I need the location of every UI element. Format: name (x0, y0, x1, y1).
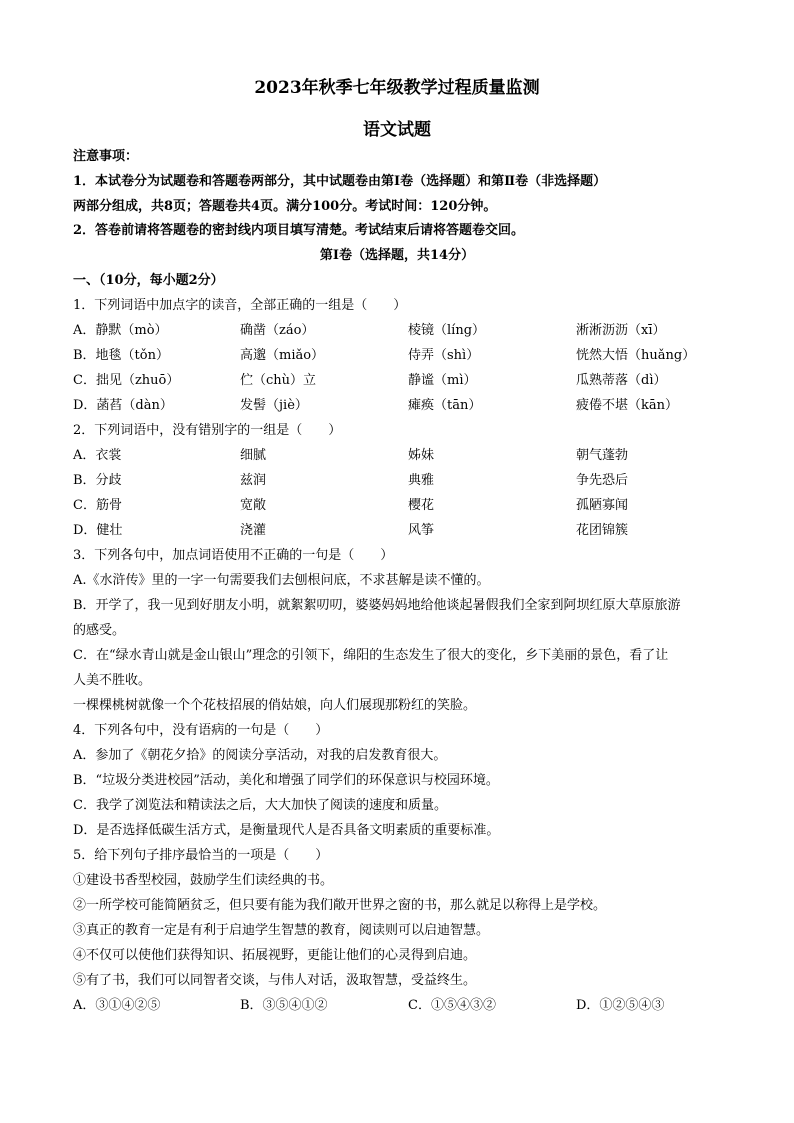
q4-stem: 4．下列各句中，没有语病的一句是（ ） (73, 723, 329, 738)
q1-option: 伫（chù）立 (240, 373, 317, 388)
q3-option-b-cont: 的感受。 (73, 623, 126, 638)
q1-option: 淅淅沥沥（xī） (576, 323, 666, 338)
q5-stem: 5．给下列句子排序最恰当的一项是（ ） (73, 848, 329, 863)
q4-option-d: D．是否选择低碳生活方式，是衡量现代人是否具备文明素质的重要标准。 (73, 823, 500, 838)
exam-title: 2023年秋季七年级教学过程质量监测 (254, 78, 540, 98)
q2-option: 兹润 (240, 473, 267, 488)
q5-option: C．①⑤④③② (408, 998, 496, 1013)
q2-option: 孤陋寡闻 (576, 498, 629, 513)
q2-option: 争先恐后 (576, 473, 629, 488)
q4-option-b: B．“垃圾分类进校园”活动，美化和增强了同学们的环保意识与校园环境。 (73, 773, 499, 788)
exam-subtitle: 语文试题 (363, 120, 431, 140)
q1-option: 棱镜（líng） (408, 323, 486, 338)
q2-option: 细腻 (240, 448, 267, 463)
q5-sentence-1: ①建设书香型校园，鼓励学生们读经典的书。 (73, 873, 334, 888)
q1-option: 静谧（mì） (408, 373, 477, 388)
q4-option-a: A．参加了《朝花夕拾》的阅读分享活动，对我的启发教育很大。 (73, 748, 447, 763)
q5-option: D．①②⑤④③ (576, 998, 665, 1013)
notice-line-1: 1．本试卷分为试题卷和答题卷两部分，其中试题卷由第Ⅰ卷（选择题）和第Ⅱ卷（非选择题） (73, 174, 607, 189)
q3-stem: 3．下列各句中，加点词语使用不正确的一句是（ ） (73, 548, 394, 563)
q2-option: 浇灌 (240, 523, 267, 538)
q5-sentence-5: ⑤有了书，我们可以同智者交谈，与伟人对话，汲取智慧，受益终生。 (73, 973, 477, 988)
q1-option: C．拙见（zhuō） (73, 373, 180, 388)
q3-option-d: 一棵棵桃树就像一个个花枝招展的俏姑娘，向人们展现那粉红的笑脸。 (73, 698, 477, 713)
q2-option: 典雅 (408, 473, 435, 488)
q1-stem: 1．下列词语中加点字的读音，全部正确的一组是（ ） (73, 298, 407, 313)
q5-option: A．③①④②⑤ (73, 998, 161, 1013)
notice-line-2: 两部分组成，共8页；答题卷共4页。满分100分。考试时间：120分钟。 (73, 199, 497, 214)
q2-option: A．衣裳 (73, 448, 122, 463)
q2-option: 宽敞 (240, 498, 267, 513)
q5-sentence-2: ②一所学校可能简陋贫乏，但只要有能为我们敞开世界之窗的书，那么就足以称得上是学校。 (73, 898, 607, 913)
q1-option: 瘫痪（tān） (408, 398, 482, 413)
q3-option-c: C．在“绿水青山就是金山银山”理念的引领下，绵阳的生态发生了很大的变化，乡下美丽的景色，看了让 (73, 648, 669, 663)
q1-option: 确凿（záo） (240, 323, 315, 338)
q2-option: 花团锦簇 (576, 523, 629, 538)
q4-option-c: C．我学了浏览法和精读法之后，大大加快了阅读的速度和质量。 (73, 798, 447, 813)
q1-option: A．静默（mò） (73, 323, 168, 338)
q2-option: 朝气蓬勃 (576, 448, 629, 463)
q2-option: C．筋骨 (73, 498, 122, 513)
notice-line-3: 2．答卷前请将答题卷的密封线内项目填写清楚。考试结束后请将答题卷交回。 (73, 223, 525, 238)
q2-option: 樱花 (408, 498, 435, 513)
q5-sentence-3: ③真正的教育一定是有利于启迪学生智慧的教育，阅读则可以启迪智慧。 (73, 923, 490, 938)
section-heading: 第Ⅰ卷（选择题，共14分） (319, 248, 475, 263)
q1-option: 恍然大悟（huǎng） (576, 348, 696, 363)
q2-option: B．分歧 (73, 473, 122, 488)
q3-option-c-cont: 人美不胜收。 (73, 673, 152, 688)
notice-heading: 注意事项： (73, 149, 139, 164)
q2-option: 姊妹 (408, 448, 435, 463)
part-heading: 一、（10分，每小题2分） (73, 273, 224, 288)
q3-option-b: B．开学了，我一见到好朋友小明，就絮絮叨叨，婆婆妈妈地给他谈起暑假我们全家到阿坝红原大草原旅游 (73, 598, 681, 613)
q3-option-a: A.《水浒传》里的一字一句需要我们去刨根问底，不求甚解是读不懂的。 (73, 573, 490, 588)
q2-option: 风筝 (408, 523, 435, 538)
q1-option: D．菡萏（dàn） (73, 398, 173, 413)
q5-sentence-4: ④不仅可以使他们获得知识、拓展视野，更能让他们的心灵得到启迪。 (73, 948, 477, 963)
q1-option: 发髻（jiè） (240, 398, 308, 413)
q1-option: 侍弄（shì） (408, 348, 480, 363)
q1-option: 高邈（miǎo） (240, 348, 325, 363)
q1-option: 疲倦不堪（kān） (576, 398, 679, 413)
q1-option: B．地毯（tǒn） (73, 348, 169, 363)
q2-option: D．健壮 (73, 523, 123, 538)
q5-option: B．③⑤④①② (240, 998, 328, 1013)
q2-stem: 2．下列词语中，没有错别字的一组是（ ） (73, 423, 342, 438)
q1-option: 瓜熟蒂落（dì） (576, 373, 667, 388)
